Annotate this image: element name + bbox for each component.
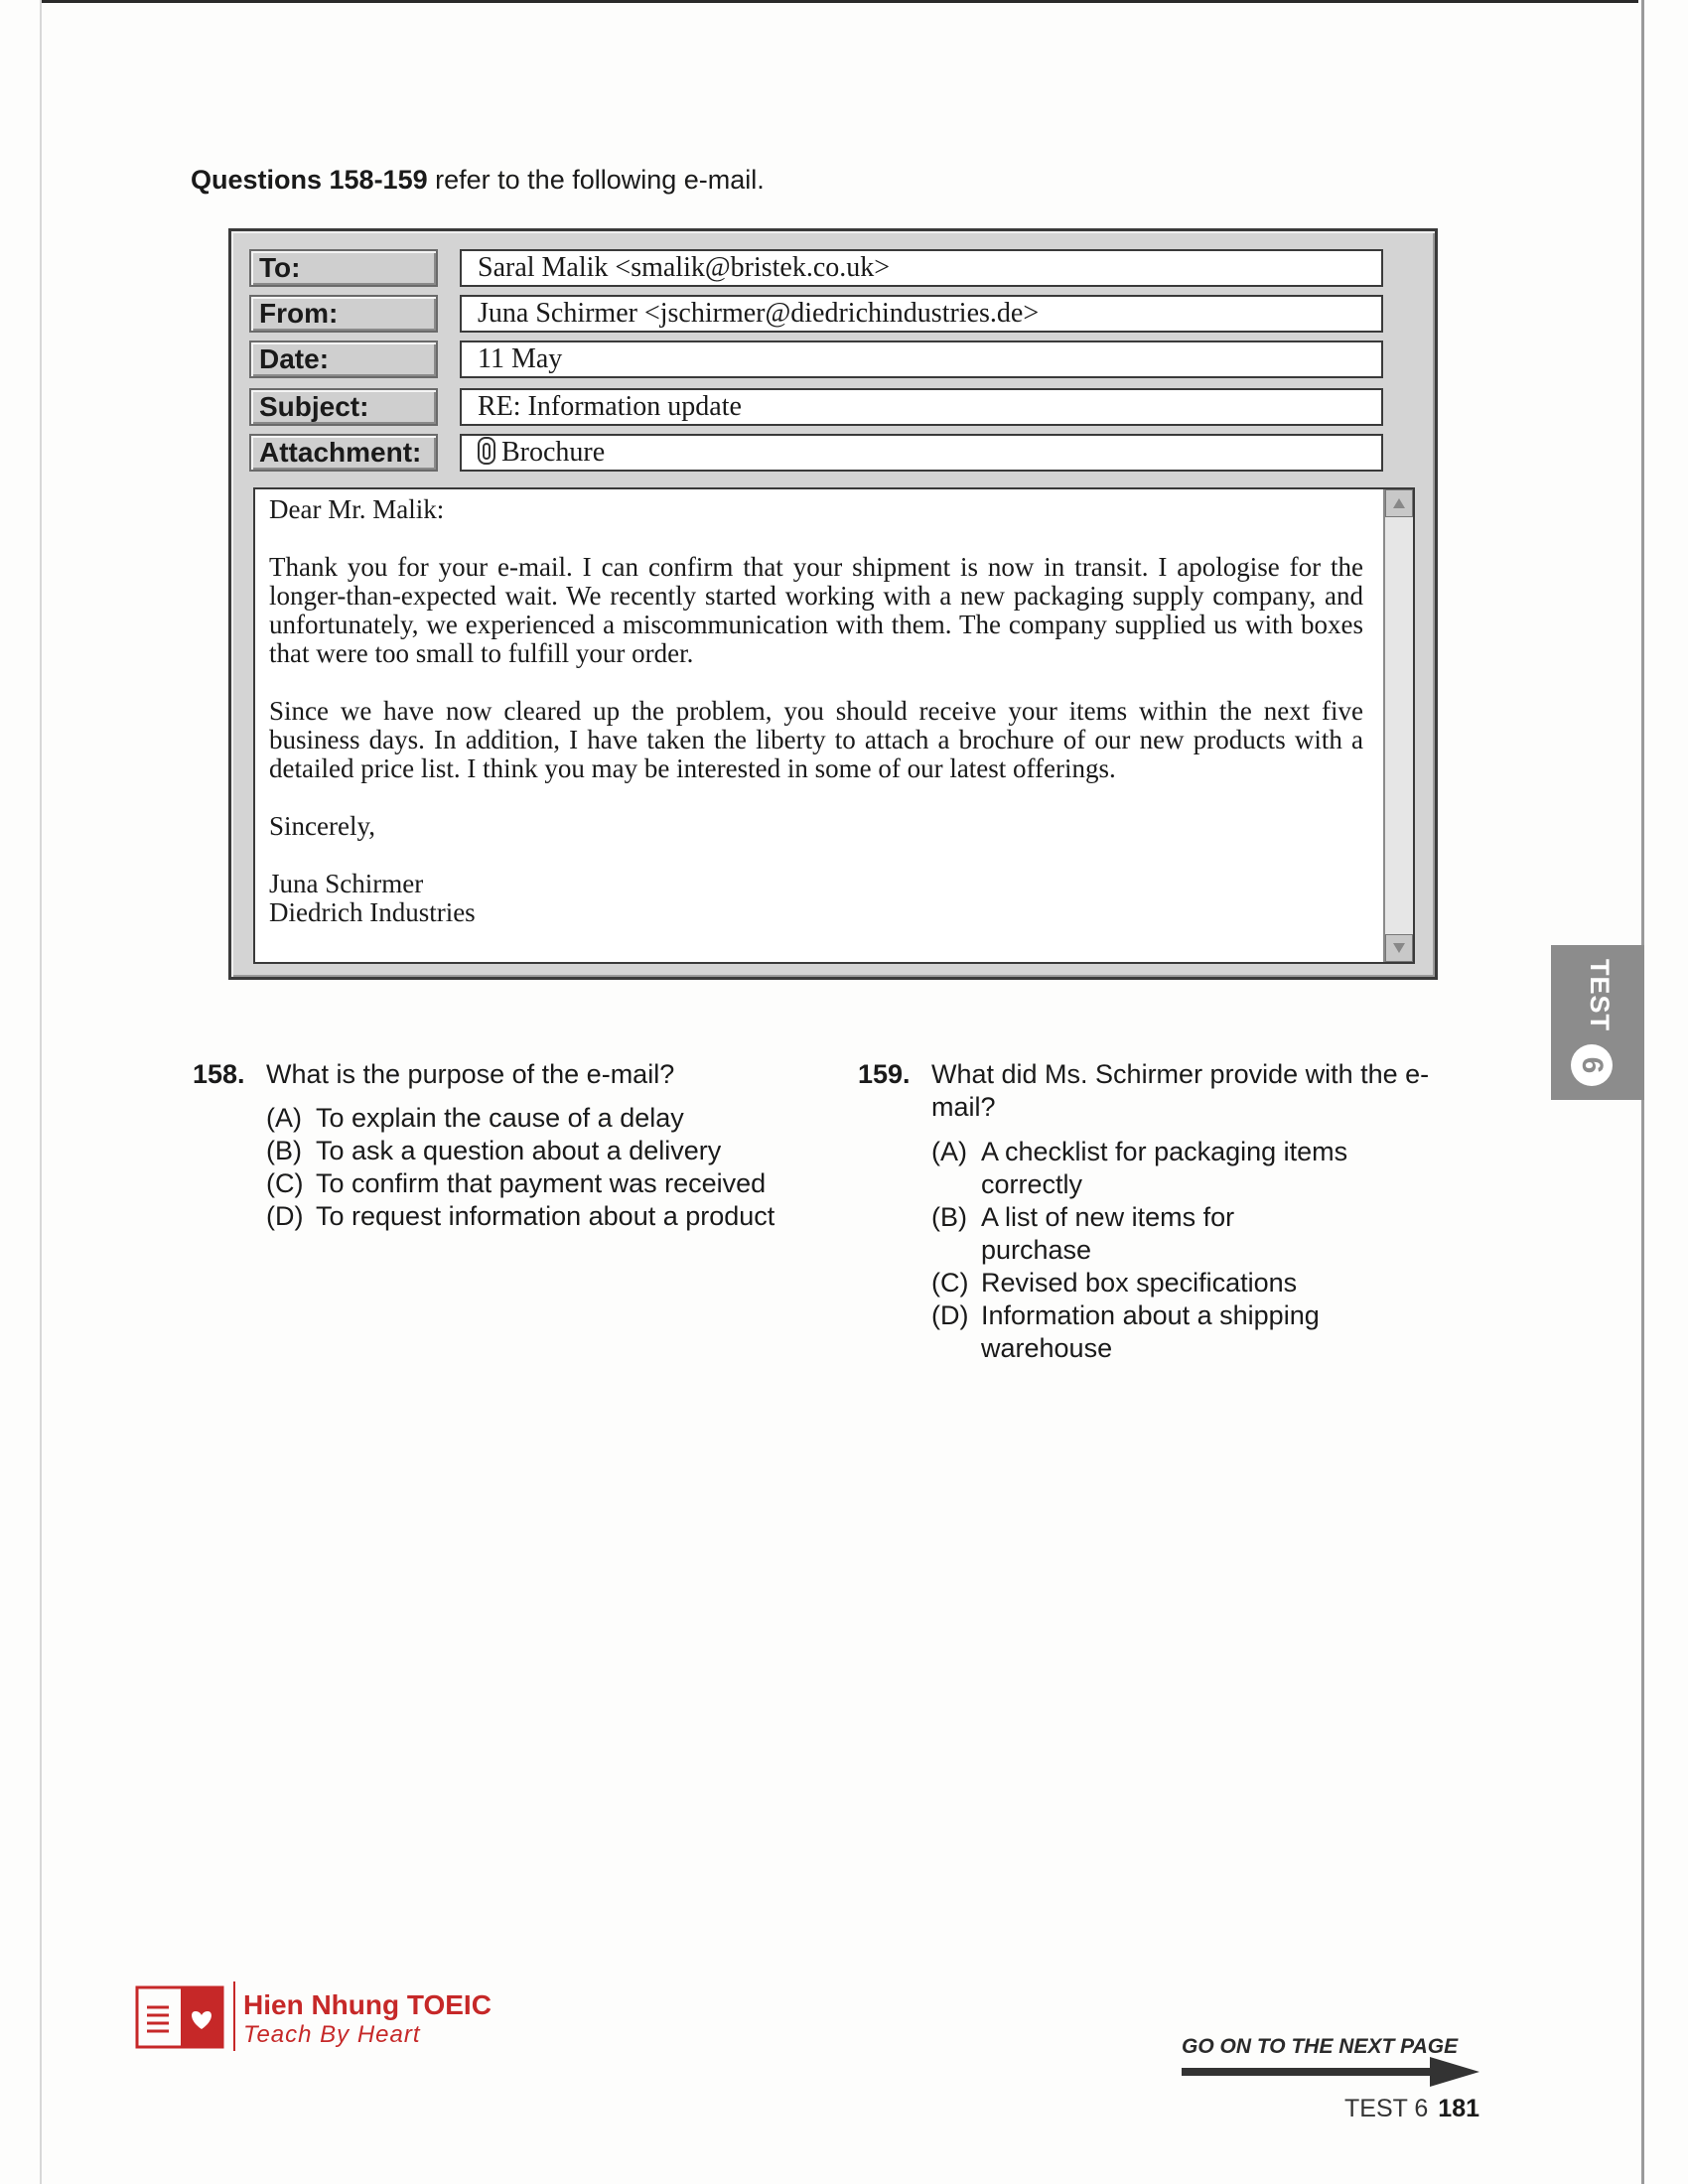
page-footer [1344,2095,1479,2123]
question-number: 159. [858,1059,911,1089]
email-body [253,487,1415,964]
signature-name: Juna Schirmer [269,869,424,898]
answer-option[interactable]: (D) Information about a shipping warehouse [931,1300,1320,1363]
from-label: From: [249,295,438,333]
questions-range: Questions 158-159 [191,165,428,195]
answer-option[interactable]: (B) A list of new items for purchase [931,1202,1235,1265]
subject-label: Subject: [249,388,438,426]
email-body-text [269,495,1363,927]
arrow-right-icon [1182,2057,1479,2087]
scroll-up-button[interactable] [1385,489,1413,517]
page-left-edge [40,0,42,2184]
test-side-tab [1551,945,1644,1100]
answer-option[interactable]: (A) To explain the cause of a delay [266,1103,684,1133]
paperclip-icon [478,437,495,465]
email-greeting: Dear Mr. Malik: [269,494,445,524]
email-window [228,228,1438,980]
to-field: Saral Malik <smalik@bristek.co.uk> [460,249,1383,287]
attachment-name: Brochure [501,437,606,468]
answer-option[interactable]: (B) To ask a question about a delivery [266,1136,722,1165]
answer-option[interactable]: (D) To request information about a product [266,1201,775,1231]
page-number: 181 [1438,2095,1480,2122]
signature-company: Diedrich Industries [269,897,476,927]
email-paragraph-1: Thank you for your e-mail. I can confirm that your shipment is now in transit. I apologise for the longer-than-expected wait. We recently started working with a new packaging supply company, and unfortunately, we experienced a miscommunication with them. The company supplied us with boxes that were too small to fulfill your order. [269,552,1363,668]
page-top-edge [40,0,1638,3]
intro-text: refer to the following e-mail. [435,165,765,195]
tab-label: TEST [1585,959,1615,1032]
next-page-label: GO ON TO THE NEXT PAGE [1182,2035,1459,2058]
scrollbar[interactable] [1383,489,1413,962]
arrow-up-icon [1393,498,1405,508]
brand-divider [233,1981,235,2051]
answer-option[interactable]: (C) Revised box specifications [931,1268,1298,1297]
scroll-down-button[interactable] [1385,934,1413,962]
date-label: Date: [249,341,438,378]
questions-intro [191,165,765,196]
attachment-field[interactable] [460,434,1383,472]
answer-option[interactable]: (A) A checklist for packaging items correctly [931,1137,1348,1199]
question-stem: What is the purpose of the e-mail? [266,1059,675,1089]
answer-option[interactable]: (C) To confirm that payment was received [266,1168,767,1198]
footer-test-label: TEST 6 [1344,2095,1429,2122]
brand-name: Hien Nhung TOEIC [243,1989,492,2020]
to-label: To: [249,249,438,287]
brand-tagline: Teach By Heart [243,2021,421,2048]
attachment-label: Attachment: [249,434,438,472]
date-field: 11 May [460,341,1383,378]
book-heart-logo-icon [135,1981,226,2053]
subject-field: RE: Information update [460,388,1383,426]
question-stem: What did Ms. Schirmer provide with the e-mail? [931,1059,1430,1122]
tab-number: 6 [1571,1044,1613,1086]
email-closing: Sincerely, [269,811,375,841]
email-paragraph-2: Since we have now cleared up the problem, you should receive your items within the next five business days. In addition, I have taken the liberty to attach a brochure of our new products with a detailed price list. I think you may be interested in some of our latest offerings. [269,696,1363,783]
arrow-down-icon [1393,943,1405,953]
answer-options [931,1136,1348,1365]
answer-options [266,1102,774,1233]
from-field: Juna Schirmer <jschirmer@diedrichindustries.de> [460,295,1383,333]
question-number: 158. [193,1059,245,1089]
